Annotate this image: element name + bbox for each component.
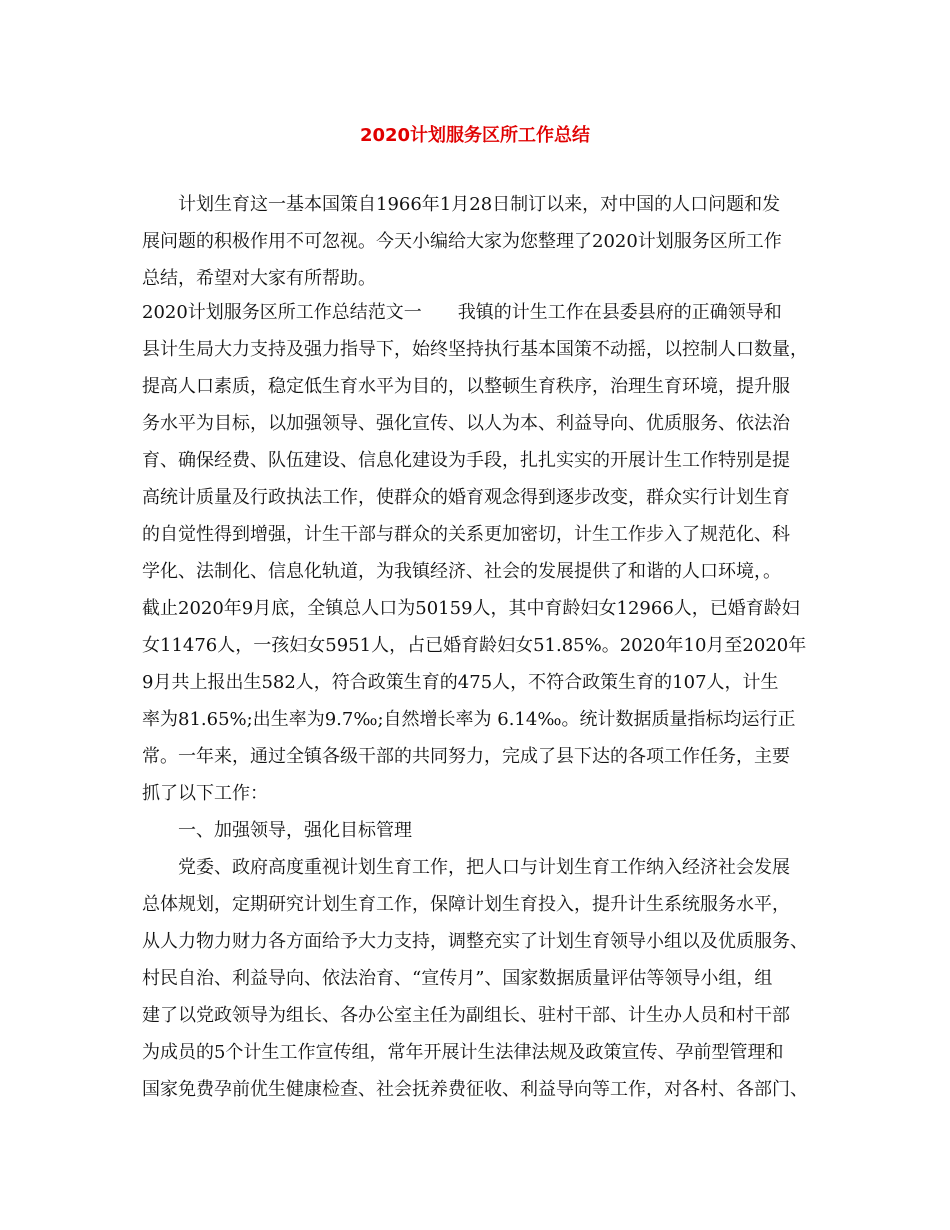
paragraph-line: 9月共上报出生582人，符合政策生育的475人，不符合政策生育的107人，计生 bbox=[142, 672, 779, 693]
paragraph-line: 国家免费孕前优生健康检查、社会抚养费征收、利益导向等工作，对各村、各部门、 bbox=[142, 1079, 808, 1100]
paragraph-line: 村民自治、利益导向、依法治育、“宣传月”、国家数据质量评估等领导小组，组 bbox=[142, 968, 773, 989]
paragraph-line: 从人力物力财力各方面给予大力支持，调整充实了计划生育领导小组以及优质服务、 bbox=[142, 931, 808, 952]
paragraph-line: 育、确保经费、队伍建设、信息化建设为手段，扎扎实实的开展计生工作特别是提 bbox=[142, 450, 790, 471]
paragraph-line: 务水平为目标，以加强领导、强化宣传、以人为本、利益导向、优质服务、依法治 bbox=[142, 413, 790, 434]
paragraph-line: 截止2020年9月底，全镇总人口为50159人，其中育龄妇女12966人，已婚育龄妇 bbox=[142, 598, 800, 619]
paragraph-line: 常。一年来，通过全镇各级干部的共同努力，完成了县下达的各项工作任务，主要 bbox=[142, 746, 790, 767]
section-heading: 一、加强领导，强化目标管理 bbox=[178, 820, 412, 841]
paragraph-line: 总体规划，定期研究计划生育工作，保障计划生育投入，提升计生系统服务水平， bbox=[142, 894, 790, 915]
paragraph-line: 建了以党政领导为组长、各办公室主任为副组长、驻村干部、计生办人员和村干部 bbox=[142, 1005, 790, 1026]
paragraph-line: 党委、政府高度重视计划生育工作，把人口与计划生育工作纳入经济社会发展 bbox=[178, 857, 790, 878]
paragraph-line: 计划生育这一基本国策自1966年1月28日制订以来，对中国的人口问题和发 bbox=[178, 194, 781, 215]
paragraph-line: 提高人口素质，稳定低生育水平为目的，以整顿生育秩序，治理生育环境，提升服 bbox=[142, 376, 790, 397]
paragraph-line: 展问题的积极作用不可忽视。今天小编给大家为您整理了2020计划服务区所工作 bbox=[142, 231, 782, 252]
paragraph-line: 率为81.65%;出生率为9.7‰;自然增长率为 6.14‰。统计数据质量指标均运行正 bbox=[142, 709, 796, 730]
paragraph-line: 2020计划服务区所工作总结范文一 我镇的计生工作在县委县府的正确领导和 bbox=[142, 302, 782, 323]
paragraph-line: 县计生局大力支持及强力指导下，始终坚持执行基本国策不动摇，以控制人口数量， bbox=[142, 339, 808, 360]
paragraph-line: 抓了以下工作： bbox=[142, 783, 268, 804]
paragraph-line: 女11476人，一孩妇女5951人，占已婚育龄妇女51.85%。2020年10月至2020年 bbox=[142, 635, 807, 656]
paragraph-line: 高统计质量及行政执法工作，使群众的婚育观念得到逐步改变，群众实行计划生育 bbox=[142, 487, 790, 508]
paragraph-line: 学化、法制化、信息化轨道，为我镇经济、社会的发展提供了和谐的人口环境，。 bbox=[142, 561, 781, 582]
paragraph-line: 总结，希望对大家有所帮助。 bbox=[142, 268, 376, 289]
paragraph-line: 的自觉性得到增强，计生干部与群众的关系更加密切，计生工作步入了规范化、科 bbox=[142, 524, 790, 545]
paragraph-line: 为成员的5个计生工作宣传组，常年开展计生法律法规及政策宣传、孕前型管理和 bbox=[142, 1042, 784, 1063]
document-title: 2020计划服务区所工作总结 bbox=[359, 125, 591, 146]
